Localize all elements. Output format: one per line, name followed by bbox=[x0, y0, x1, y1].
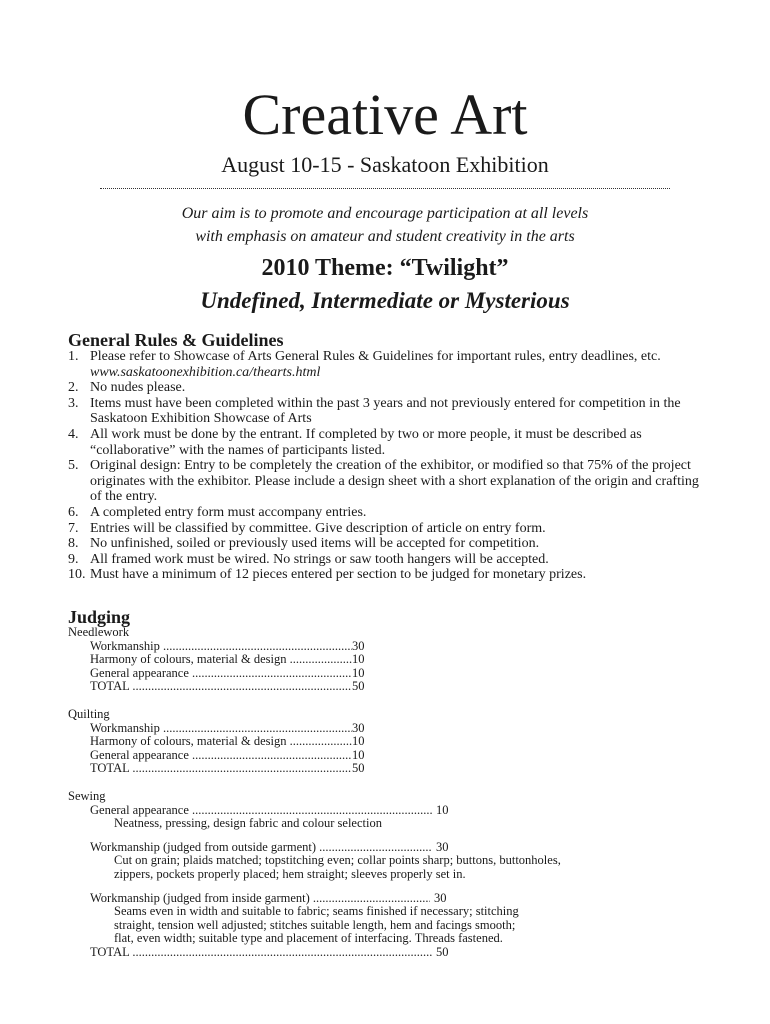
rule-item bbox=[68, 396, 708, 427]
quilting-category: Quilting bbox=[68, 707, 110, 721]
rule-item bbox=[68, 427, 708, 458]
needlework-row-label: General appearance ..... bbox=[90, 667, 352, 681]
page-title: Creative Art bbox=[242, 82, 528, 147]
rule-item bbox=[68, 536, 708, 552]
sewing-outside-row bbox=[68, 841, 561, 855]
rule-number: 6. bbox=[68, 504, 79, 520]
sewing-inside-desc-3: flat, even width; suitable type and placement of interfacing. Threads fastened. bbox=[114, 931, 503, 946]
rule-text: Please refer to Showcase of Arts General Rules & Guidelines for important rules, entry deadlines, etc. bbox=[90, 349, 661, 364]
sewing-inside-desc-2: straight, tension well adjusted; stitches suitable length, hem and facings smooth; bbox=[114, 917, 516, 932]
needlework-row-points: 10 bbox=[352, 665, 365, 680]
sewing-inside-desc-1: Seams even in width and suitable to fabric; seams finished if necessary; stitching bbox=[114, 904, 519, 919]
quilting-row-points: 50 bbox=[352, 761, 365, 776]
rule-text: Items must have been completed within the past 3 years and not previously entered for competition in the Saskatoon Exhibition Showcase of Arts bbox=[90, 395, 681, 427]
rule-item bbox=[68, 521, 708, 537]
quilting-row-points: 10 bbox=[352, 747, 365, 762]
sewing-total-row bbox=[68, 946, 561, 960]
rule-number: 5. bbox=[68, 458, 79, 474]
sewing-general-desc: Neatness, pressing, design fabric and colour selection bbox=[114, 816, 382, 831]
rules-heading: General Rules & Guidelines bbox=[68, 330, 284, 350]
rule-number: 3. bbox=[68, 395, 79, 411]
sewing-section bbox=[68, 790, 561, 960]
quilting-row bbox=[68, 722, 372, 736]
rule-item bbox=[68, 552, 708, 568]
rule-item bbox=[68, 505, 708, 521]
quilting-row-label: TOTAL ..... bbox=[90, 762, 352, 776]
sewing-inside-label: Workmanship (judged from inside garment) ..... bbox=[90, 892, 430, 906]
rule-item bbox=[68, 380, 708, 396]
sewing-outside-desc-1: Cut on grain; plaids matched; topstitching even; collar points sharp; buttons, buttonholes, bbox=[114, 853, 561, 868]
needlework-row bbox=[68, 680, 372, 694]
event-subtitle: August 10-15 - Saskatoon Exhibition bbox=[221, 152, 549, 177]
needlework-row bbox=[68, 667, 372, 681]
needlework-section bbox=[68, 626, 372, 694]
quilting-rows bbox=[68, 722, 372, 776]
needlework-row bbox=[68, 640, 372, 654]
needlework-row-points: 10 bbox=[352, 652, 365, 667]
sewing-total-points: 50 bbox=[436, 944, 449, 959]
rule-text: No nudes please. bbox=[90, 380, 186, 396]
rule-text: All work must be done by the entrant. If completed by two or more people, it must be described as “collaborative” with the names of participants listed. bbox=[90, 426, 642, 458]
quilting-row bbox=[68, 749, 372, 763]
rule-text: Entries will be classified by committee. Give description of article on entry form. bbox=[90, 520, 546, 536]
sewing-general-row bbox=[68, 804, 561, 818]
needlework-row-label: Workmanship ..... bbox=[90, 640, 352, 654]
quilting-row-points: 10 bbox=[352, 734, 365, 749]
rule-text: Must have a minimum of 12 pieces entered per section to be judged for monetary prizes. bbox=[90, 567, 587, 583]
rule-number: 2. bbox=[68, 380, 79, 396]
rule-item bbox=[68, 458, 708, 505]
rule-text: No unfinished, soiled or previously used items will be accepted for competition. bbox=[90, 536, 540, 552]
needlework-row-points: 50 bbox=[352, 679, 365, 694]
sewing-total-label: TOTAL ..... bbox=[90, 946, 432, 960]
rule-number: 4. bbox=[68, 426, 79, 442]
sewing-general-label: General appearance ..... bbox=[90, 804, 432, 818]
needlework-row-label: TOTAL ..... bbox=[90, 680, 352, 694]
rule-text: All framed work must be wired. No strings or saw tooth hangers will be accepted. bbox=[90, 551, 549, 567]
sewing-outside-points: 30 bbox=[436, 839, 449, 854]
sewing-outside-label: Workmanship (judged from outside garment) ..... bbox=[90, 841, 432, 855]
quilting-row-label: Harmony of colours, material & design ..... bbox=[90, 735, 352, 749]
aim-line-2: with emphasis on amateur and student creativity in the arts bbox=[195, 228, 575, 245]
quilting-row-points: 30 bbox=[352, 720, 365, 735]
theme-subheading: Undefined, Intermediate or Mysterious bbox=[200, 288, 570, 313]
sewing-outside-desc-2: zippers, pockets properly placed; hem straight; sleeves properly set in. bbox=[114, 866, 466, 881]
sewing-general-points: 10 bbox=[436, 802, 449, 817]
sewing-inside-row bbox=[68, 892, 561, 906]
rule-number: 1. bbox=[68, 349, 79, 364]
quilting-row bbox=[68, 762, 372, 776]
aim-line-1: Our aim is to promote and encourage participation at all levels bbox=[181, 205, 589, 222]
rule-number: 8. bbox=[68, 536, 79, 552]
rule-number: 9. bbox=[68, 551, 79, 567]
needlework-row bbox=[68, 653, 372, 667]
quilting-row-label: General appearance ..... bbox=[90, 749, 352, 763]
theme-heading: 2010 Theme: “Twilight” bbox=[261, 255, 509, 281]
needlework-row-label: Harmony of colours, material & design ..... bbox=[90, 653, 352, 667]
needlework-category: Needlework bbox=[68, 625, 130, 639]
rule-number: 10. bbox=[68, 567, 86, 583]
rule-item bbox=[68, 349, 708, 380]
sewing-inside-points: 30 bbox=[434, 890, 447, 905]
needlework-row-points: 30 bbox=[352, 638, 365, 653]
rule-number: 7. bbox=[68, 520, 79, 536]
dotted-divider bbox=[100, 178, 670, 189]
rule-text: Original design: Entry to be completely the creation of the exhibitor, or modified so that 75% of the project originates with the exhibitor. Please include a design sheet with a short explanation of the origin and crafting of the entry. bbox=[90, 458, 699, 505]
rule-text: A completed entry form must accompany entries. bbox=[90, 504, 367, 520]
sewing-category: Sewing bbox=[68, 789, 106, 803]
quilting-row bbox=[68, 735, 372, 749]
quilting-section bbox=[68, 708, 372, 776]
rule-item bbox=[68, 567, 708, 583]
needlework-rows bbox=[68, 640, 372, 694]
rule-link[interactable]: www.saskatoonexhibition.ca/thearts.html bbox=[90, 364, 321, 380]
quilting-row-label: Workmanship ..... bbox=[90, 722, 352, 736]
aim-statement bbox=[0, 202, 770, 248]
rules-list bbox=[68, 349, 708, 583]
judging-heading: Judging bbox=[68, 607, 131, 627]
